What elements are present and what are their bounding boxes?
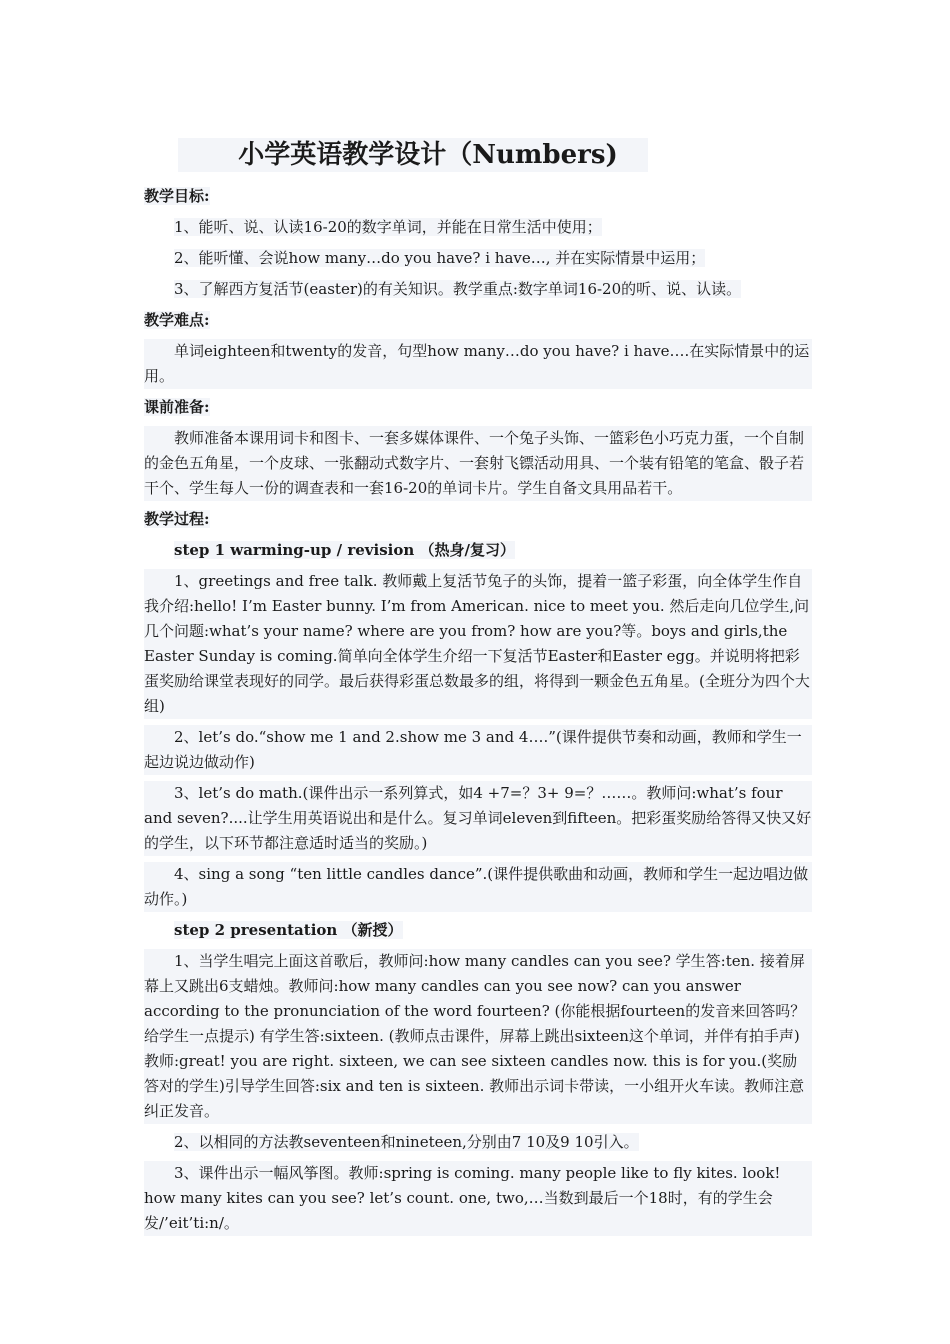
step2-item-1: 1、当学生唱完上面这首歌后，教师问:how many candles can you see? 学生答:ten. 接着屏幕上又跳出6支蜡烛。教师问:how many candles can you see now? can you answer according to the pronunciation of the word fourteen? (你能根据fourteen的发音来回答吗？给学生一点提示) 有学生答:sixteen. (教师点击课件，屏幕上跳出sixteen这个单词，并伴有拍手声) 教师:great! you are right. sixteen, we can see sixteen candles now. this is for you.(奖励答对的学生)引导学生回答:six and ten is sixteen. 教师出示词卡带读，一小组开火车读。教师注意纠正发音。 — [144, 949, 812, 1124]
step1-title: step 1 warming-up / revision （热身/复习） — [174, 541, 515, 559]
document-body — [144, 184, 812, 1236]
document-title: 小学英语教学设计（Numbers) — [178, 138, 648, 172]
objective-item-1: 1、能听、说、认读16-20的数字单词，并能在日常生活中使用； — [174, 218, 602, 236]
preparation-text: 教师准备本课用词卡和图卡、一套多媒体课件、一个兔子头饰、一篮彩色小巧克力蛋，一个自制的金色五角星，一个皮球、一张翻动式数字片、一套射飞镖活动用具、一个装有铅笔的笔盒、骰子若干个、学生每人一份的调查表和一套16-20的单词卡片。学生自备文具用品若干。 — [144, 426, 812, 501]
step2-item-2: 2、以相同的方法教seventeen和nineteen,分别由7 10及9 10引入。 — [174, 1133, 639, 1151]
process-heading: 教学过程: — [144, 510, 210, 528]
step1-item-1: 1、greetings and free talk. 教师戴上复活节兔子的头饰，提着一篮子彩蛋，向全体学生作自我介绍:hello! I’m Easter bunny. I’m from American. nice to meet you. 然后走向几位学生,问几个问题:what’s your name? where are you from? how are you?等。boys and girls,the Easter Sunday is coming.简单向全体学生介绍一下复活节Easter和Easter egg。并说明将把彩蛋奖励给课堂表现好的同学。最后获得彩蛋总数最多的组，将得到一颗金色五角星。(全班分为四个大组) — [144, 569, 812, 719]
objective-item-2: 2、能听懂、会说how many…do you have? i have…, 并在实际情景中运用； — [174, 249, 706, 267]
difficulty-heading: 教学难点: — [144, 311, 210, 329]
objectives-heading: 教学目标: — [144, 187, 210, 205]
difficulty-text: 单词eighteen和twenty的发音，句型how many…do you have? i have….在实际情景中的运用。 — [144, 339, 812, 389]
step2-title: step 2 presentation （新授） — [174, 921, 403, 939]
objective-item-3: 3、了解西方复活节(easter)的有关知识。教学重点:数字单词16-20的听、说、认读。 — [174, 280, 742, 298]
step1-item-4: 4、sing a song “ten little candles dance”.(课件提供歌曲和动画，教师和学生一起边唱边做动作。) — [144, 862, 812, 912]
step1-item-3: 3、let’s do math.(课件出示一系列算式，如4 +7=？3+ 9=？……。教师问:what’s four and seven?....让学生用英语说出和是什么。复习单词eleven到fifteen。把彩蛋奖励给答得又快又好的学生，以下环节都注意适时适当的奖励。) — [144, 781, 812, 856]
step2-item-3: 3、课件出示一幅风筝图。教师:spring is coming. many people like to fly kites. look! how many kites can you see? let’s count. one, two,…当数到最后一个18时，有的学生会发/’eit’ti:n/。 — [144, 1161, 812, 1236]
step1-item-2: 2、let’s do.“show me 1 and 2.show me 3 and 4….”(课件提供节奏和动画，教师和学生一起边说边做动作) — [144, 725, 812, 775]
preparation-heading: 课前准备: — [144, 398, 210, 416]
